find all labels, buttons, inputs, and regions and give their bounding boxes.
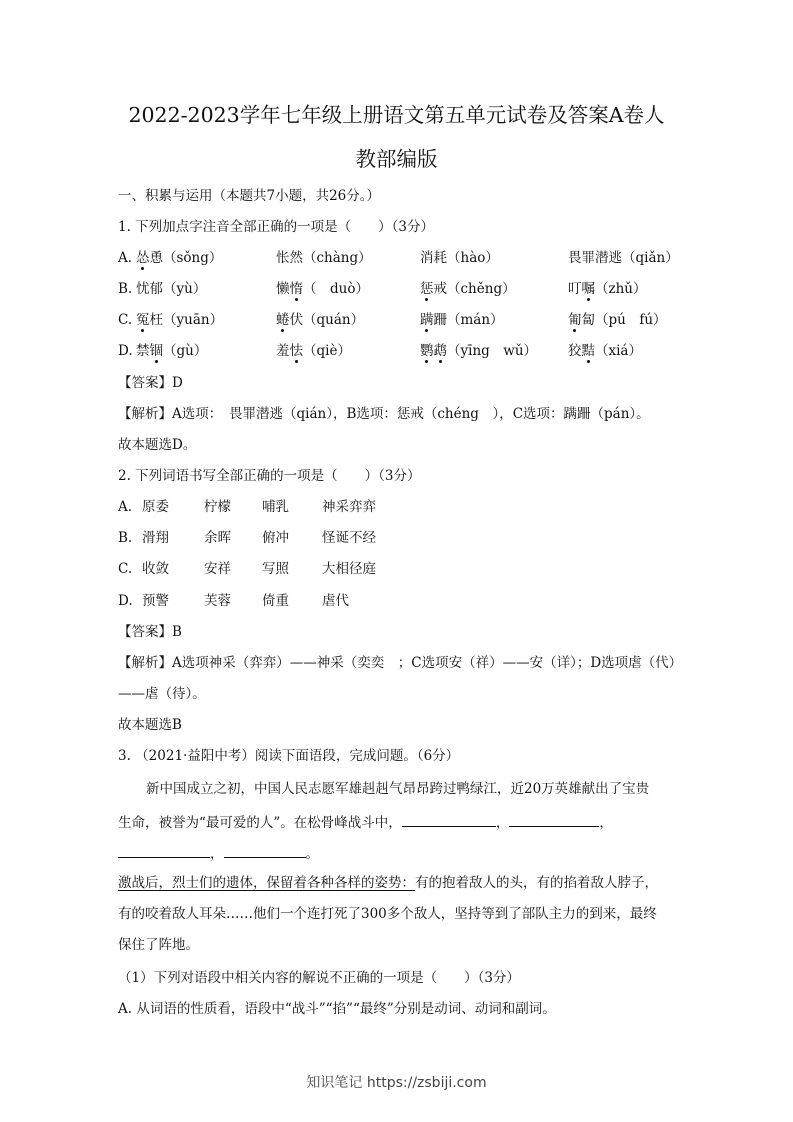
q1-option-label: A. xyxy=(118,250,133,266)
emphasis-char: 怯 xyxy=(289,343,303,359)
q3-stem: 3. （2021·益阳中考）阅读下面语段，完成问题。（6分） xyxy=(118,748,460,764)
q1-option-word: 叮嘱（zhǔ） xyxy=(568,281,647,297)
section-heading: 一、积累与运用（本题共7小题，共26分。） xyxy=(118,188,381,204)
footer-watermark: 知识笔记 https://zsbiji.com xyxy=(306,1075,487,1091)
emphasis-char: 鹉 xyxy=(433,343,447,359)
q3-subquestion-1: （1）下列对语段中相关内容的解说不正确的一项是（ ）（3分） xyxy=(118,970,520,986)
q3-paragraph-line-5: 有的咬着敌人耳朵……他们一个连打死了300多个敌人，坚持等到了部队主力的到来，最终 xyxy=(118,906,657,922)
q2-option-word: 俯冲 xyxy=(262,530,289,546)
q2-option-word: 写照 xyxy=(262,561,289,577)
q2-option-word: 原委 xyxy=(142,499,169,515)
emphasis-char: 鹦 xyxy=(420,343,434,359)
q2-analysis-2: ——虐（待）。 xyxy=(118,686,206,702)
q1-option-label: B. xyxy=(118,281,133,297)
q1-option-label: D. xyxy=(118,343,133,359)
emphasis-char: 嘱 xyxy=(581,281,595,297)
q1-option-word: 狡黠（xiá） xyxy=(568,343,642,359)
emphasis-char: 锢 xyxy=(149,343,163,359)
q2-analysis-1: 【解析】A选项神采（弈弈）——神采（奕奕 ；C选项安（祥）——安（详）；D选项虐（代） xyxy=(118,655,683,671)
q2-option-word: 安祥 xyxy=(204,561,231,577)
emphasis-char: 冤 xyxy=(136,312,150,328)
q1-option-word: 匍匐（pú fú） xyxy=(568,312,667,328)
q1-option-label: C. xyxy=(118,312,133,328)
title-line-1: 2022-2023学年七年级上册语文第五单元试卷及答案A卷人 xyxy=(128,103,665,127)
emphasis-char: 匍 xyxy=(568,312,582,328)
q3-option-a: A. 从词语的性质看，语段中“战斗”“掐”“最终”分别是动词、动词和副词。 xyxy=(118,1001,556,1017)
q3-paragraph-line-2: 生命，被誉为“最可爱的人”。在松骨峰战斗中， ， ， xyxy=(118,812,613,832)
q2-answer: 【答案】B xyxy=(118,624,182,640)
q2-option-word: 柠檬 xyxy=(204,499,231,515)
emphasis-char: 惰 xyxy=(289,281,303,297)
q2-option-word: 滑翔 xyxy=(142,530,169,546)
q1-option-word: 冤枉（yuān） xyxy=(136,312,224,328)
q3-paragraph-line-1: 新中国成立之初，中国人民志愿军雄赳赳气昂昂跨过鸭绿江，近20万英雄献出了宝贵 xyxy=(146,781,650,797)
emphasis-char: 惩 xyxy=(420,281,434,297)
q3-paragraph-line-6: 保住了阵地。 xyxy=(118,937,199,953)
q2-stem: 2. 下列词语书写全部正确的一项是（ ）（3分） xyxy=(118,468,421,484)
q2-option-word: 神采弈弈 xyxy=(322,499,376,515)
q2-option-word: 余晖 xyxy=(204,530,231,546)
q2-option-word: 怪诞不经 xyxy=(322,530,376,546)
q2-conclusion: 故本题选B xyxy=(118,717,182,733)
fill-blank-3[interactable] xyxy=(118,843,210,858)
fill-blank-4[interactable] xyxy=(224,843,306,858)
q2-option-label: D. xyxy=(118,593,133,609)
q2-option-label: C. xyxy=(118,561,133,577)
q2-option-label: B. xyxy=(118,530,133,546)
q1-stem: 1. 下列加点字注音全部正确的一项是（ ）（3分） xyxy=(118,219,435,235)
q2-option-word: 哺乳 xyxy=(262,499,289,515)
q1-answer: 【答案】D xyxy=(118,375,183,391)
q2-option-word: 大相径庭 xyxy=(322,561,376,577)
emphasis-char: 怂 xyxy=(136,250,150,266)
q1-option-word: 消耗（hào） xyxy=(420,250,499,266)
emphasis-char: 蹒 xyxy=(420,312,434,328)
q2-option-word: 预警 xyxy=(142,593,169,609)
q2-option-word: 虐代 xyxy=(322,593,349,609)
q1-option-word: 怂恿（sǒng） xyxy=(136,250,223,266)
q1-option-word: 畏罪潜逃（qiǎn） xyxy=(568,250,679,266)
emphasis-char: 蜷 xyxy=(276,312,290,328)
fill-blank-1[interactable] xyxy=(402,812,496,827)
q3-paragraph-line-4: 激战后，烈士们的遗体，保留着各种各样的姿势：有的抱着敌人的头，有的掐着敌人脖子， xyxy=(118,875,658,891)
q1-option-word: 怅然（chàng） xyxy=(276,250,372,266)
title-line-2: 教部编版 xyxy=(355,147,438,171)
fill-blank-2[interactable] xyxy=(509,812,599,827)
q1-analysis: 【解析】A选项： 畏罪潜逃（qián），B选项：惩戒（chéng ），C选项：蹒跚（pán）。 xyxy=(118,406,650,422)
underlined-sentence: 激战后，烈士们的遗体，保留着各种各样的姿势： xyxy=(118,875,415,891)
q1-option-word: 禁锢（gù） xyxy=(136,343,208,359)
q3-paragraph-line-3: ， 。 xyxy=(118,843,319,863)
q2-option-word: 芙蓉 xyxy=(204,593,231,609)
q1-option-word: 蹒跚（mán） xyxy=(420,312,504,328)
q1-option-word: 羞怯（qiè） xyxy=(276,343,351,359)
q2-option-word: 收敛 xyxy=(142,561,169,577)
q2-option-word: 倚重 xyxy=(262,593,289,609)
q2-option-label: A. xyxy=(118,499,133,515)
q3-paragraph-text: 生命，被誉为“最可爱的人”。在松骨峰战斗中， xyxy=(118,815,402,831)
q1-option-word: 懒惰（ duò） xyxy=(276,281,369,297)
q1-option-word: 忧郁（yù） xyxy=(136,281,207,297)
q1-conclusion: 故本题选D。 xyxy=(118,437,197,453)
q1-option-word: 鹦鹉（yīng wǔ） xyxy=(420,343,538,359)
q1-option-word: 蜷伏（quán） xyxy=(276,312,365,328)
emphasis-char: 黠 xyxy=(581,343,595,359)
q1-option-word: 惩戒（chěng） xyxy=(420,281,516,297)
